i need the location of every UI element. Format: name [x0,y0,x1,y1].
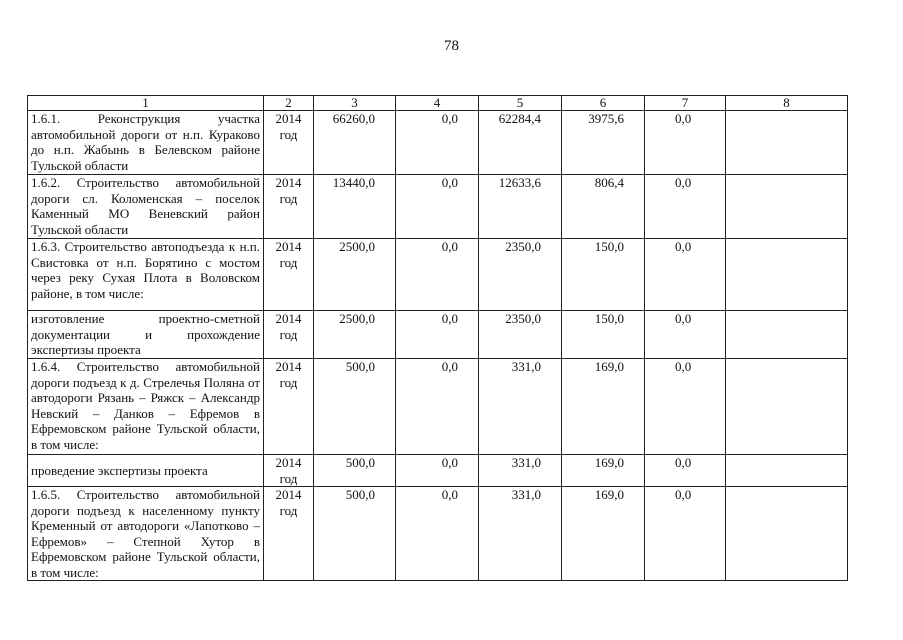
row-value-col5: 62284,4 [479,111,562,175]
row-year: 2014 год [264,111,314,175]
row-value-col7: 0,0 [645,487,726,581]
row-description: 1.6.2. Строительство автомобильной дороги сл. Коломенская – поселок Каменный МО Веневский район Тульской области [28,175,264,239]
row-value-col3: 13440,0 [314,175,396,239]
row-value-col8 [726,455,848,487]
table-row [28,175,848,239]
column-header: 6 [562,96,645,111]
row-year: 2014 год [264,455,314,487]
row-year: 2014 год [264,359,314,455]
column-number-row [28,96,848,111]
row-year: 2014 год [264,311,314,359]
column-header: 2 [264,96,314,111]
row-year: 2014 год [264,175,314,239]
row-value-col3: 500,0 [314,455,396,487]
row-year: 2014 год [264,487,314,581]
row-description: 1.6.4. Строительство автомобильной дороги подъезд к д. Стрелечья Поляна от автодороги Рязань – Ряжск – Александр Невский – Данков – Ефремов в Ефремовском районе Тульской области, в том числе: [28,359,264,455]
column-header: 3 [314,96,396,111]
row-value-col4: 0,0 [396,455,479,487]
row-value-col5: 331,0 [479,487,562,581]
row-value-col4: 0,0 [396,175,479,239]
row-value-col5: 12633,6 [479,175,562,239]
budget-table [27,95,848,581]
page-number: 78 [444,38,459,54]
table-row [28,455,848,487]
row-value-col6: 150,0 [562,239,645,311]
row-value-col6: 169,0 [562,359,645,455]
row-value-col3: 2500,0 [314,239,396,311]
row-description: 1.6.3. Строительство автоподъезда к н.п. Свистовка от н.п. Борятино с мостом через реку Сухая Плота в Воловском районе, в том числе: [28,239,264,311]
row-description: проведение экспертизы проекта [28,455,264,487]
row-value-col3: 66260,0 [314,111,396,175]
row-value-col6: 169,0 [562,487,645,581]
row-description: 1.6.1. Реконструкция участка автомобильной дороги от н.п. Кураково до н.п. Жабынь в Белевском районе Тульской области [28,111,264,175]
row-value-col7: 0,0 [645,111,726,175]
row-value-col6: 806,4 [562,175,645,239]
row-value-col6: 150,0 [562,311,645,359]
row-value-col8 [726,175,848,239]
column-header: 4 [396,96,479,111]
row-value-col6: 169,0 [562,455,645,487]
row-value-col3: 2500,0 [314,311,396,359]
row-description: изготовление проектно-сметной документации и прохождение экспертизы проекта [28,311,264,359]
column-header: 5 [479,96,562,111]
row-value-col3: 500,0 [314,487,396,581]
table-row [28,111,848,175]
row-value-col7: 0,0 [645,455,726,487]
table-row [28,487,848,581]
row-value-col5: 2350,0 [479,239,562,311]
row-value-col4: 0,0 [396,311,479,359]
row-value-col5: 2350,0 [479,311,562,359]
row-value-col7: 0,0 [645,359,726,455]
row-value-col5: 331,0 [479,359,562,455]
table-row [28,359,848,455]
row-value-col6: 3975,6 [562,111,645,175]
row-value-col8 [726,359,848,455]
row-value-col8 [726,487,848,581]
row-value-col8 [726,311,848,359]
row-year: 2014 год [264,239,314,311]
row-value-col3: 500,0 [314,359,396,455]
row-value-col5: 331,0 [479,455,562,487]
row-value-col4: 0,0 [396,111,479,175]
row-description: 1.6.5. Строительство автомобильной дороги подъезд к населенному пункту Кременный от автодороги «Лапотково – Ефремов» – Степной Хутор в Ефремовском районе Тульской области, в том числе: [28,487,264,581]
row-value-col7: 0,0 [645,239,726,311]
row-value-col8 [726,239,848,311]
row-value-col8 [726,111,848,175]
row-value-col4: 0,0 [396,239,479,311]
column-header: 7 [645,96,726,111]
column-header: 1 [28,96,264,111]
row-value-col7: 0,0 [645,175,726,239]
row-value-col4: 0,0 [396,359,479,455]
table-row [28,311,848,359]
row-value-col7: 0,0 [645,311,726,359]
table-row [28,239,848,311]
row-value-col4: 0,0 [396,487,479,581]
column-header: 8 [726,96,848,111]
